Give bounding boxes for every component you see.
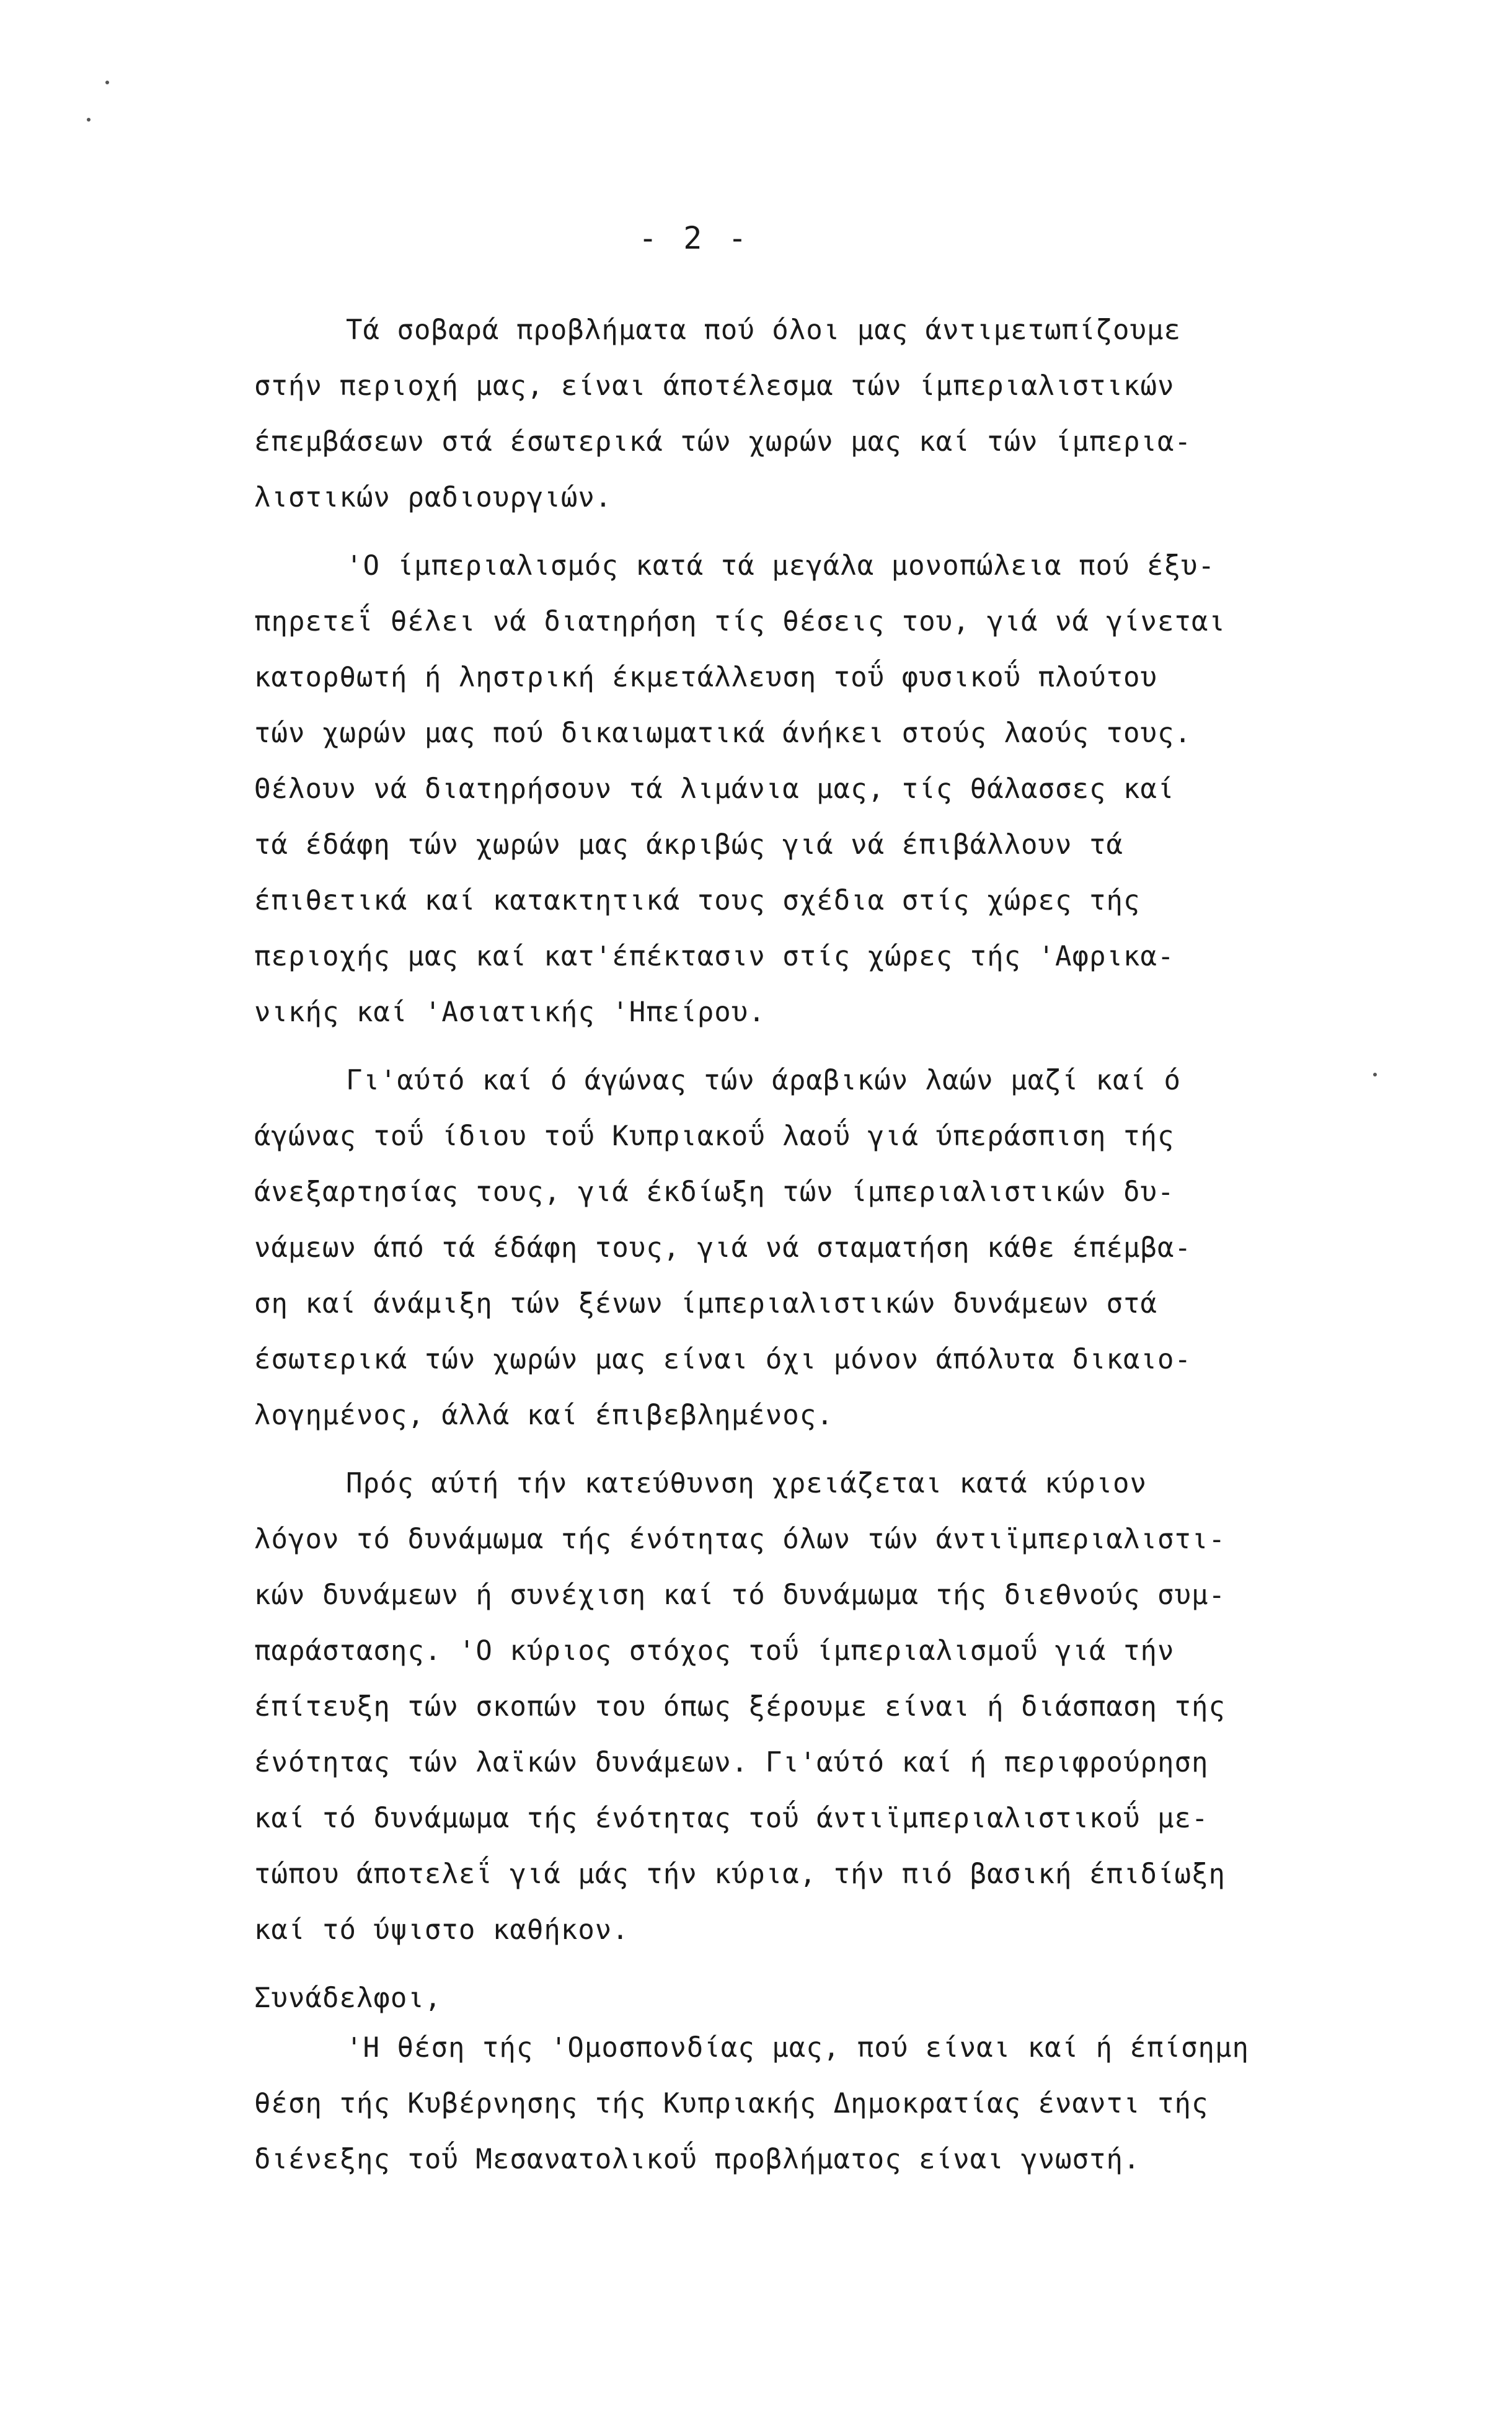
paragraph-4-line-8: τώπου άποτελεΐ γιά μάς τήν κύρια, τήν πιό βασική έπιδίωξη <box>254 1858 1226 1890</box>
paragraph-6-line-3: διένεξης τοΰ Μεσανατολικοΰ προβλήματος είναι γνωστή. <box>254 2144 1141 2175</box>
paragraph-3-line-3: άνεξαρτησίας τους, γιά έκδίωξη τών ίμπεριαλιστικών δυ- <box>254 1176 1175 1208</box>
paragraph-2-line-2: πηρετεΐ θέλει νά διατηρήση τίς θέσεις του, γιά νά γίνεται <box>254 606 1226 637</box>
paragraph-2-line-4: τών χωρών μας πού δικαιωματικά άνήκει στούς λαούς τους. <box>254 717 1191 749</box>
scan-speck <box>105 81 109 84</box>
paragraph-4-line-9: καί τό ύψιστο καθήκον. <box>254 1914 629 1946</box>
paragraph-3-line-5: ση καί άνάμιξη τών ξένων ίμπεριαλιστικών δυνάμεων στά <box>254 1288 1157 1320</box>
paragraph-2-line-1: 'Ο ίμπεριαλισμός κατά τά μεγάλα μονοπώλεια πού έξυ- <box>346 550 1216 582</box>
paragraph-3-line-1: Γι'αύτό καί ό άγώνας τών άραβικών λαών μαζί καί ό <box>346 1065 1182 1096</box>
salutation: Συνάδελφοι, <box>254 1982 442 2014</box>
paragraph-2-line-5: Θέλουν νά διατηρήσουν τά λιμάνια μας, τίς θάλασσες καί <box>254 773 1175 805</box>
paragraph-2-line-8: περιοχής μας καί κατ'έπέκτασιν στίς χώρες τής 'Αφρικα- <box>254 941 1175 972</box>
scan-speck <box>87 118 91 122</box>
paragraph-4-line-4: παράστασης. 'Ο κύριος στόχος τοΰ ίμπεριαλισμοΰ γιά τήν <box>254 1635 1175 1667</box>
paragraph-1-line-1: Τά σοβαρά προβλήματα πού όλοι μας άντιμετωπίζουμε <box>346 314 1182 346</box>
paragraph-1-line-3: έπεμβάσεων στά έσωτερικά τών χωρών μας καί τών ίμπερια- <box>254 426 1191 458</box>
paragraph-3-line-6: έσωτερικά τών χωρών μας είναι όχι μόνον άπόλυτα δικαιο- <box>254 1344 1191 1375</box>
paragraph-3-line-7: λογημένος, άλλά καί έπιβεβλημένος. <box>254 1400 834 1431</box>
paragraph-2-line-3: κατορθωτή ή ληστρική έκμετάλλευση τοΰ φυσικοΰ πλούτου <box>254 662 1157 693</box>
paragraph-4-line-5: έπίτευξη τών σκοπών του όπως ξέρουμε είναι ή διάσπαση τής <box>254 1691 1226 1723</box>
scan-speck <box>1373 1073 1377 1076</box>
paragraph-4-line-7: καί τό δυνάμωμα τής ένότητας τοΰ άντιϊμπεριαλιστικοΰ με- <box>254 1803 1209 1834</box>
page-number: - 2 - <box>639 220 751 256</box>
paragraph-4-line-6: ένότητας τών λαϊκών δυνάμεων. Γι'αύτό καί ή περιφρούρηση <box>254 1747 1209 1778</box>
paragraph-4-line-2: λόγον τό δυνάμωμα τής ένότητας όλων τών άντιϊμπεριαλιστι- <box>254 1524 1226 1555</box>
paragraph-3-line-2: άγώνας τοΰ ίδιου τοΰ Κυπριακοΰ λαοΰ γιά ύπεράσπιση τής <box>254 1120 1175 1152</box>
paragraph-6-line-2: θέση τής Κυβέρνησης τής Κυπριακής Δημοκρατίας έναντι τής <box>254 2088 1209 2119</box>
paragraph-1-line-4: λιστικών ραδιουργιών. <box>254 482 612 513</box>
paragraph-6-line-1: 'Η θέση τής 'Ομοσπονδίας μας, πού είναι καί ή έπίσημη <box>346 2032 1249 2064</box>
paragraph-3-line-4: νάμεων άπό τά έδάφη τους, γιά νά σταματήση κάθε έπέμβα- <box>254 1232 1191 1264</box>
paragraph-2-line-6: τά έδάφη τών χωρών μας άκριβώς γιά νά έπιβάλλουν τά <box>254 829 1124 861</box>
paragraph-1-line-2: στήν περιοχή μας, είναι άποτέλεσμα τών ίμπεριαλιστικών <box>254 370 1175 402</box>
paragraph-2-line-7: έπιθετικά καί κατακτητικά τους σχέδια στίς χώρες τής <box>254 885 1141 916</box>
paragraph-4-line-1: Πρός αύτή τήν κατεύθυνση χρειάζεται κατά κύριον <box>346 1468 1147 1499</box>
paragraph-4-line-3: κών δυνάμεων ή συνέχιση καί τό δυνάμωμα τής διεθνούς συμ- <box>254 1579 1226 1611</box>
paragraph-2-line-9: νικής καί 'Ασιατικής 'Ηπείρου. <box>254 996 766 1028</box>
